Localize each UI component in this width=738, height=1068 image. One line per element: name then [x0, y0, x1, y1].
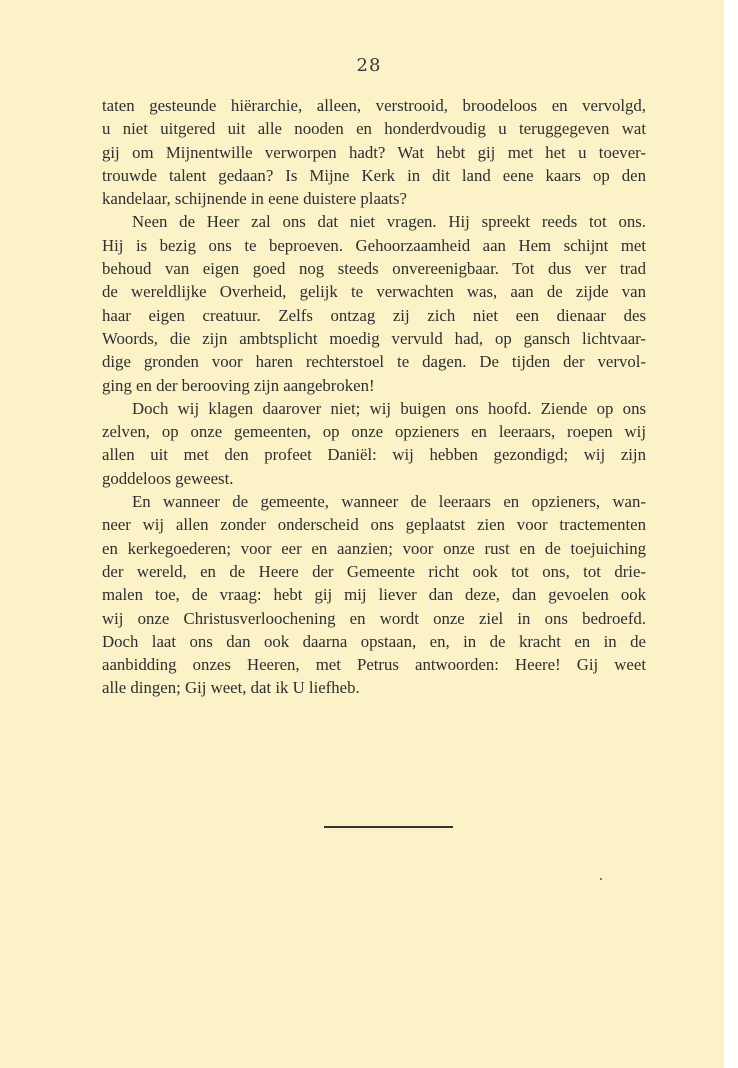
text-line: zelven, op onze gemeenten, op onze opzieners en leeraars, roepen wij [102, 422, 646, 442]
text-line: neer wij allen zonder onderscheid ons geplaatst zien voor tractementen [102, 515, 646, 535]
paragraph-2 [102, 210, 646, 396]
text-line: de wereldlijke Overheid, gelijk te verwachten was, aan de zijde van [102, 282, 646, 302]
text-line: trouwde talent gedaan? Is Mijne Kerk in dit land eene kaars op den [102, 165, 646, 185]
text-line: ging en der berooving zijn aangebroken! [102, 375, 375, 395]
text-line: Neen de Heer zal ons dat niet vragen. Hij spreekt reeds tot ons. [132, 212, 646, 232]
section-divider [324, 826, 453, 828]
text-line: taten gesteunde hiërarchie, alleen, verstrooid, broodeloos en vervolgd, [102, 96, 646, 115]
body-text [102, 94, 646, 700]
text-line: gij om Mijnentwille verworpen hadt? Wat hebt gij met het u toever- [102, 142, 646, 162]
text-line: kandelaar, schijnende in eene duistere plaats? [102, 189, 407, 209]
paragraph-3 [102, 397, 646, 490]
paper-speck [600, 878, 602, 880]
text-line: Doch laat ons dan ook daarna opstaan, en, in de kracht en in de [102, 631, 646, 651]
text-line: aanbidding onzes Heeren, met Petrus antwoorden: Heere! Gij weet [102, 655, 646, 675]
text-line: alle dingen; Gij weet, dat ik U liefheb. [102, 678, 360, 698]
text-line: der wereld, en de Heere der Gemeente richt ook tot ons, tot drie- [102, 561, 646, 581]
text-line: malen toe, de vraag: hebt gij mij liever dan deze, dan gevoelen ook [102, 585, 646, 605]
paragraph-1 [102, 94, 646, 210]
page-number: 28 [356, 55, 382, 76]
text-line: allen uit met den profeet Daniël: wij hebben gezondigd; wij zijn [102, 445, 646, 465]
text-line: Doch wij klagen daarover niet; wij buigen ons hoofd. Ziende op ons [132, 398, 646, 418]
text-line: haar eigen creatuur. Zelfs ontzag zij zich niet een dienaar des [102, 305, 646, 325]
text-line: u niet uitgered uit alle nooden en honderdvoudig u teruggegeven wat [102, 119, 646, 139]
paragraph-4 [102, 490, 646, 700]
text-line: en kerkegoederen; voor eer en aanzien; voor onze rust en de toejuiching [102, 538, 646, 558]
text-line: goddeloos geweest. [102, 468, 234, 488]
text-line: Woords, die zijn ambtsplicht moedig vervuld had, op gansch lichtvaar- [102, 328, 646, 348]
text-line: En wanneer de gemeente, wanneer de leeraars en opzieners, wan- [132, 492, 646, 512]
text-line: Hij is bezig ons te beproeven. Gehoorzaamheid aan Hem schijnt met [102, 235, 646, 255]
text-line: wij onze Christusverloochening en wordt onze ziel in ons bedroefd. [102, 608, 646, 628]
text-line: behoud van eigen goed nog steeds onvereenigbaar. Tot dus ver trad [102, 259, 646, 279]
page-edge [724, 0, 738, 1068]
text-line: dige gronden voor haren rechterstoel te dagen. De tijden der vervol- [102, 352, 646, 372]
